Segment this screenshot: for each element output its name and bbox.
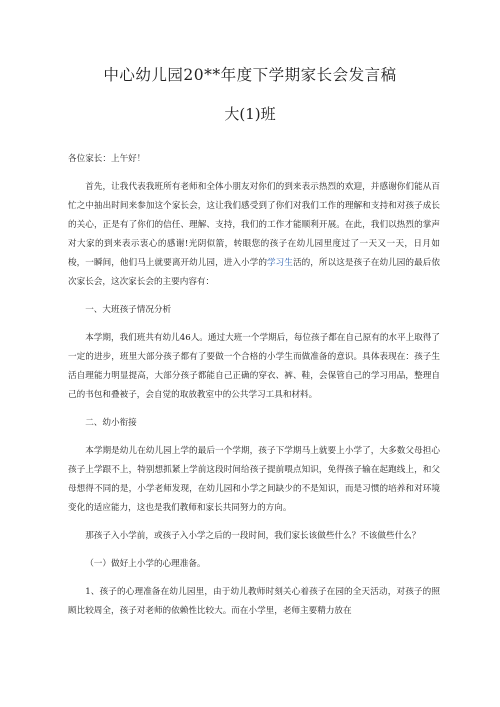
paragraph-transition: 本学期是幼儿在幼儿园上学的最后一个学期，孩子下学期马上就要上小学了，大多数父母担心孩子上学跟不上，特别想抓紧上学前这段时间给孩子提前喂点知识，免得孩子输在起跑线上，和父母想得不同的是，小学老师发现，在幼儿园和小学之间缺少的不是知识，而是习惯的培养和对环境变化的适应能力，这也是我们教师和家长共同努力的方向。 [68,446,440,513]
paragraph-class-analysis: 本学期，我们班共有幼儿46人。通过大班一个学期后，每位孩子都在自己原有的水平上取得了一定的进步，班里大部分孩子都有了要做一个合格的小学生而做准备的意识。具体表现在：孩子生活自理能力明显提高，大部分孩子都能自己正确的穿衣、裤、鞋，会保管自己的学习用品，整理自己的书包和叠被子，会自觉的取放教室中的公共学习工具和材料。 [68,333,440,400]
paragraph-intro [68,178,440,292]
study-life-link[interactable]: 学习生 [266,258,293,268]
greeting: 各位家长：上午好！ [68,154,146,164]
paragraph-psychological-prep: 1、孩子的心理准备在幼儿园里，由于幼儿教师时刻关心着孩子在园的全天活动，对孩子的照顾比较周全，孩子对老师的依赖性比较大。而在小学里，老师主要精力放在 [68,587,440,616]
subsection-heading-1: （一）做好上小学的心理准备。 [85,559,206,569]
class-subtitle: 大(1)班 [224,105,276,123]
section-heading-2: 二、幼小衔接 [85,418,137,428]
section-heading-1: 一、大班孩子情况分析 [85,305,172,315]
document-title: 中心幼儿园20**年度下学期家长会发言稿 [103,66,397,84]
paragraph-intro-text-b: 活的，所以这是孩子在幼儿园的最后依次家长会，这次家长会的主要内容有： [68,258,440,287]
paragraph-intro-text-a: 首先，让我代表我班所有老师和全体小朋友对你们的到来表示热烈的欢迎，并感谢你们能从百忙之中抽出时间来参加这个家长会，这让我们感受到了你们对我们工作的理解和支持和对孩子成长的关心，正是有了你们的信任、理解、支持，我们的工作才能顺利开展。在此，我们以热烈的掌声对大家的到来表示衷心的感谢!光阴似箭，转眼您的孩子在幼儿园里度过了一天又一天，日月如梭，一瞬间，他们马上就要离开幼儿园，进入小学的 [68,182,440,268]
paragraph-question: 那孩子入小学前，或孩子入小学之后的一段时间，我们家长该做些什么？不该做些什么？ [85,531,421,541]
document-body [68,150,440,621]
